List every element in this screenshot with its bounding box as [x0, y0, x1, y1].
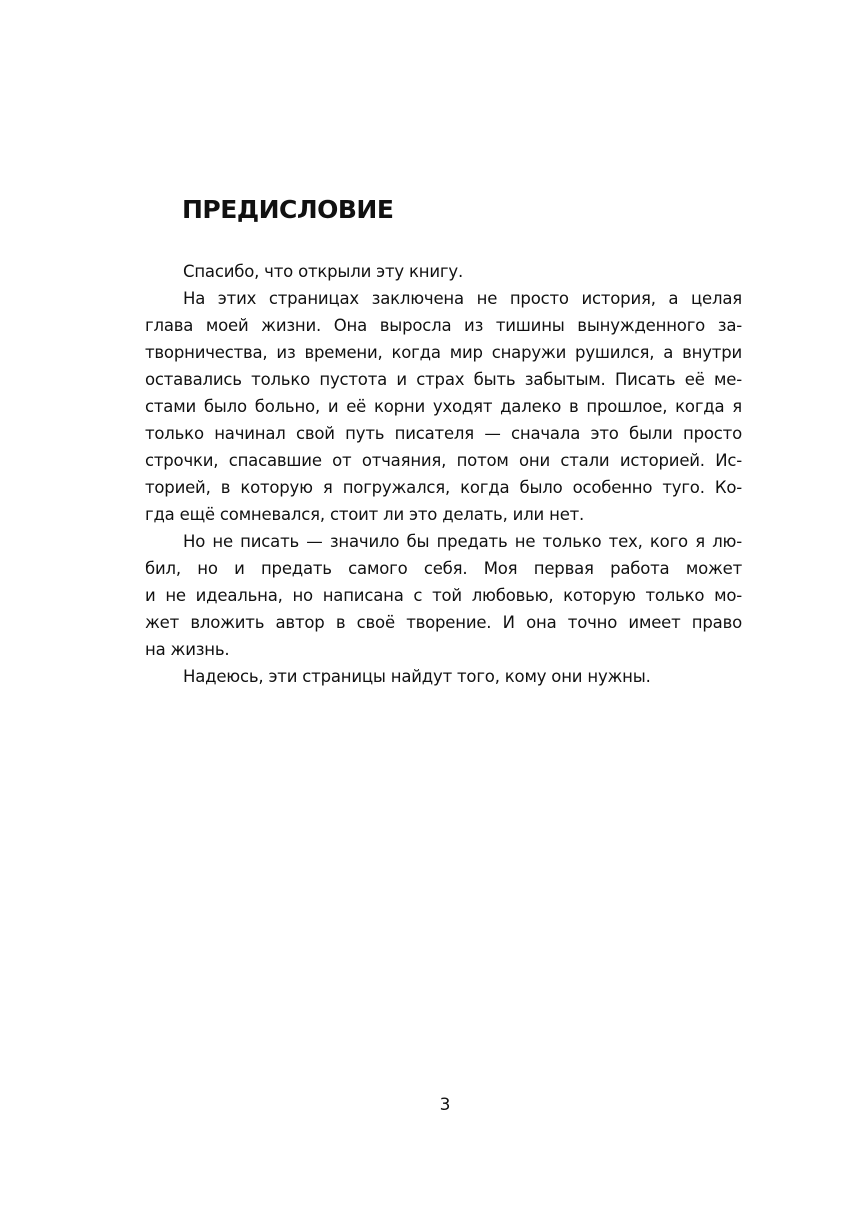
- text-line: на жизнь.: [145, 640, 230, 659]
- text-line: стами было больно, и её корни уходят далеко в прошлое, когда я: [145, 397, 742, 416]
- text-line: творничества, из времени, когда мир снаружи рушился, а внутри: [145, 343, 742, 362]
- text-line: Но не писать — значило бы предать не только тех, кого я лю-: [183, 532, 742, 551]
- text-line: глава моей жизни. Она выросла из тишины вынужденного за-: [145, 316, 742, 335]
- text-line: гда ещё сомневался, стоит ли это делать, или нет.: [145, 505, 585, 524]
- text-line: оставались только пустота и страх быть забытым. Писать её ме-: [145, 370, 742, 389]
- page-number: 3: [439, 1095, 451, 1115]
- text-line: На этих страницах заключена не просто история, а целая: [183, 289, 742, 308]
- text-line: Надеюсь, эти страницы найдут того, кому они нужны.: [183, 667, 651, 686]
- text-line: бил, но и предать самого себя. Моя первая работа может: [145, 559, 742, 578]
- preface-body: [145, 258, 742, 690]
- text-line: только начинал свой путь писателя — сначала это были просто: [145, 424, 742, 443]
- text-line: и не идеальна, но написана с той любовью, которую только мо-: [145, 586, 742, 605]
- text-line: жет вложить автор в своё творение. И она точно имеет право: [145, 613, 742, 632]
- page-title: ПРЕДИСЛОВИЕ: [182, 195, 394, 224]
- text-line: Спасибо, что открыли эту книгу.: [183, 262, 463, 281]
- text-line: строчки, спасавшие от отчаяния, потом они стали историей. Ис-: [145, 451, 742, 470]
- text-line: торией, в которую я погружался, когда было особенно туго. Ко-: [145, 478, 742, 497]
